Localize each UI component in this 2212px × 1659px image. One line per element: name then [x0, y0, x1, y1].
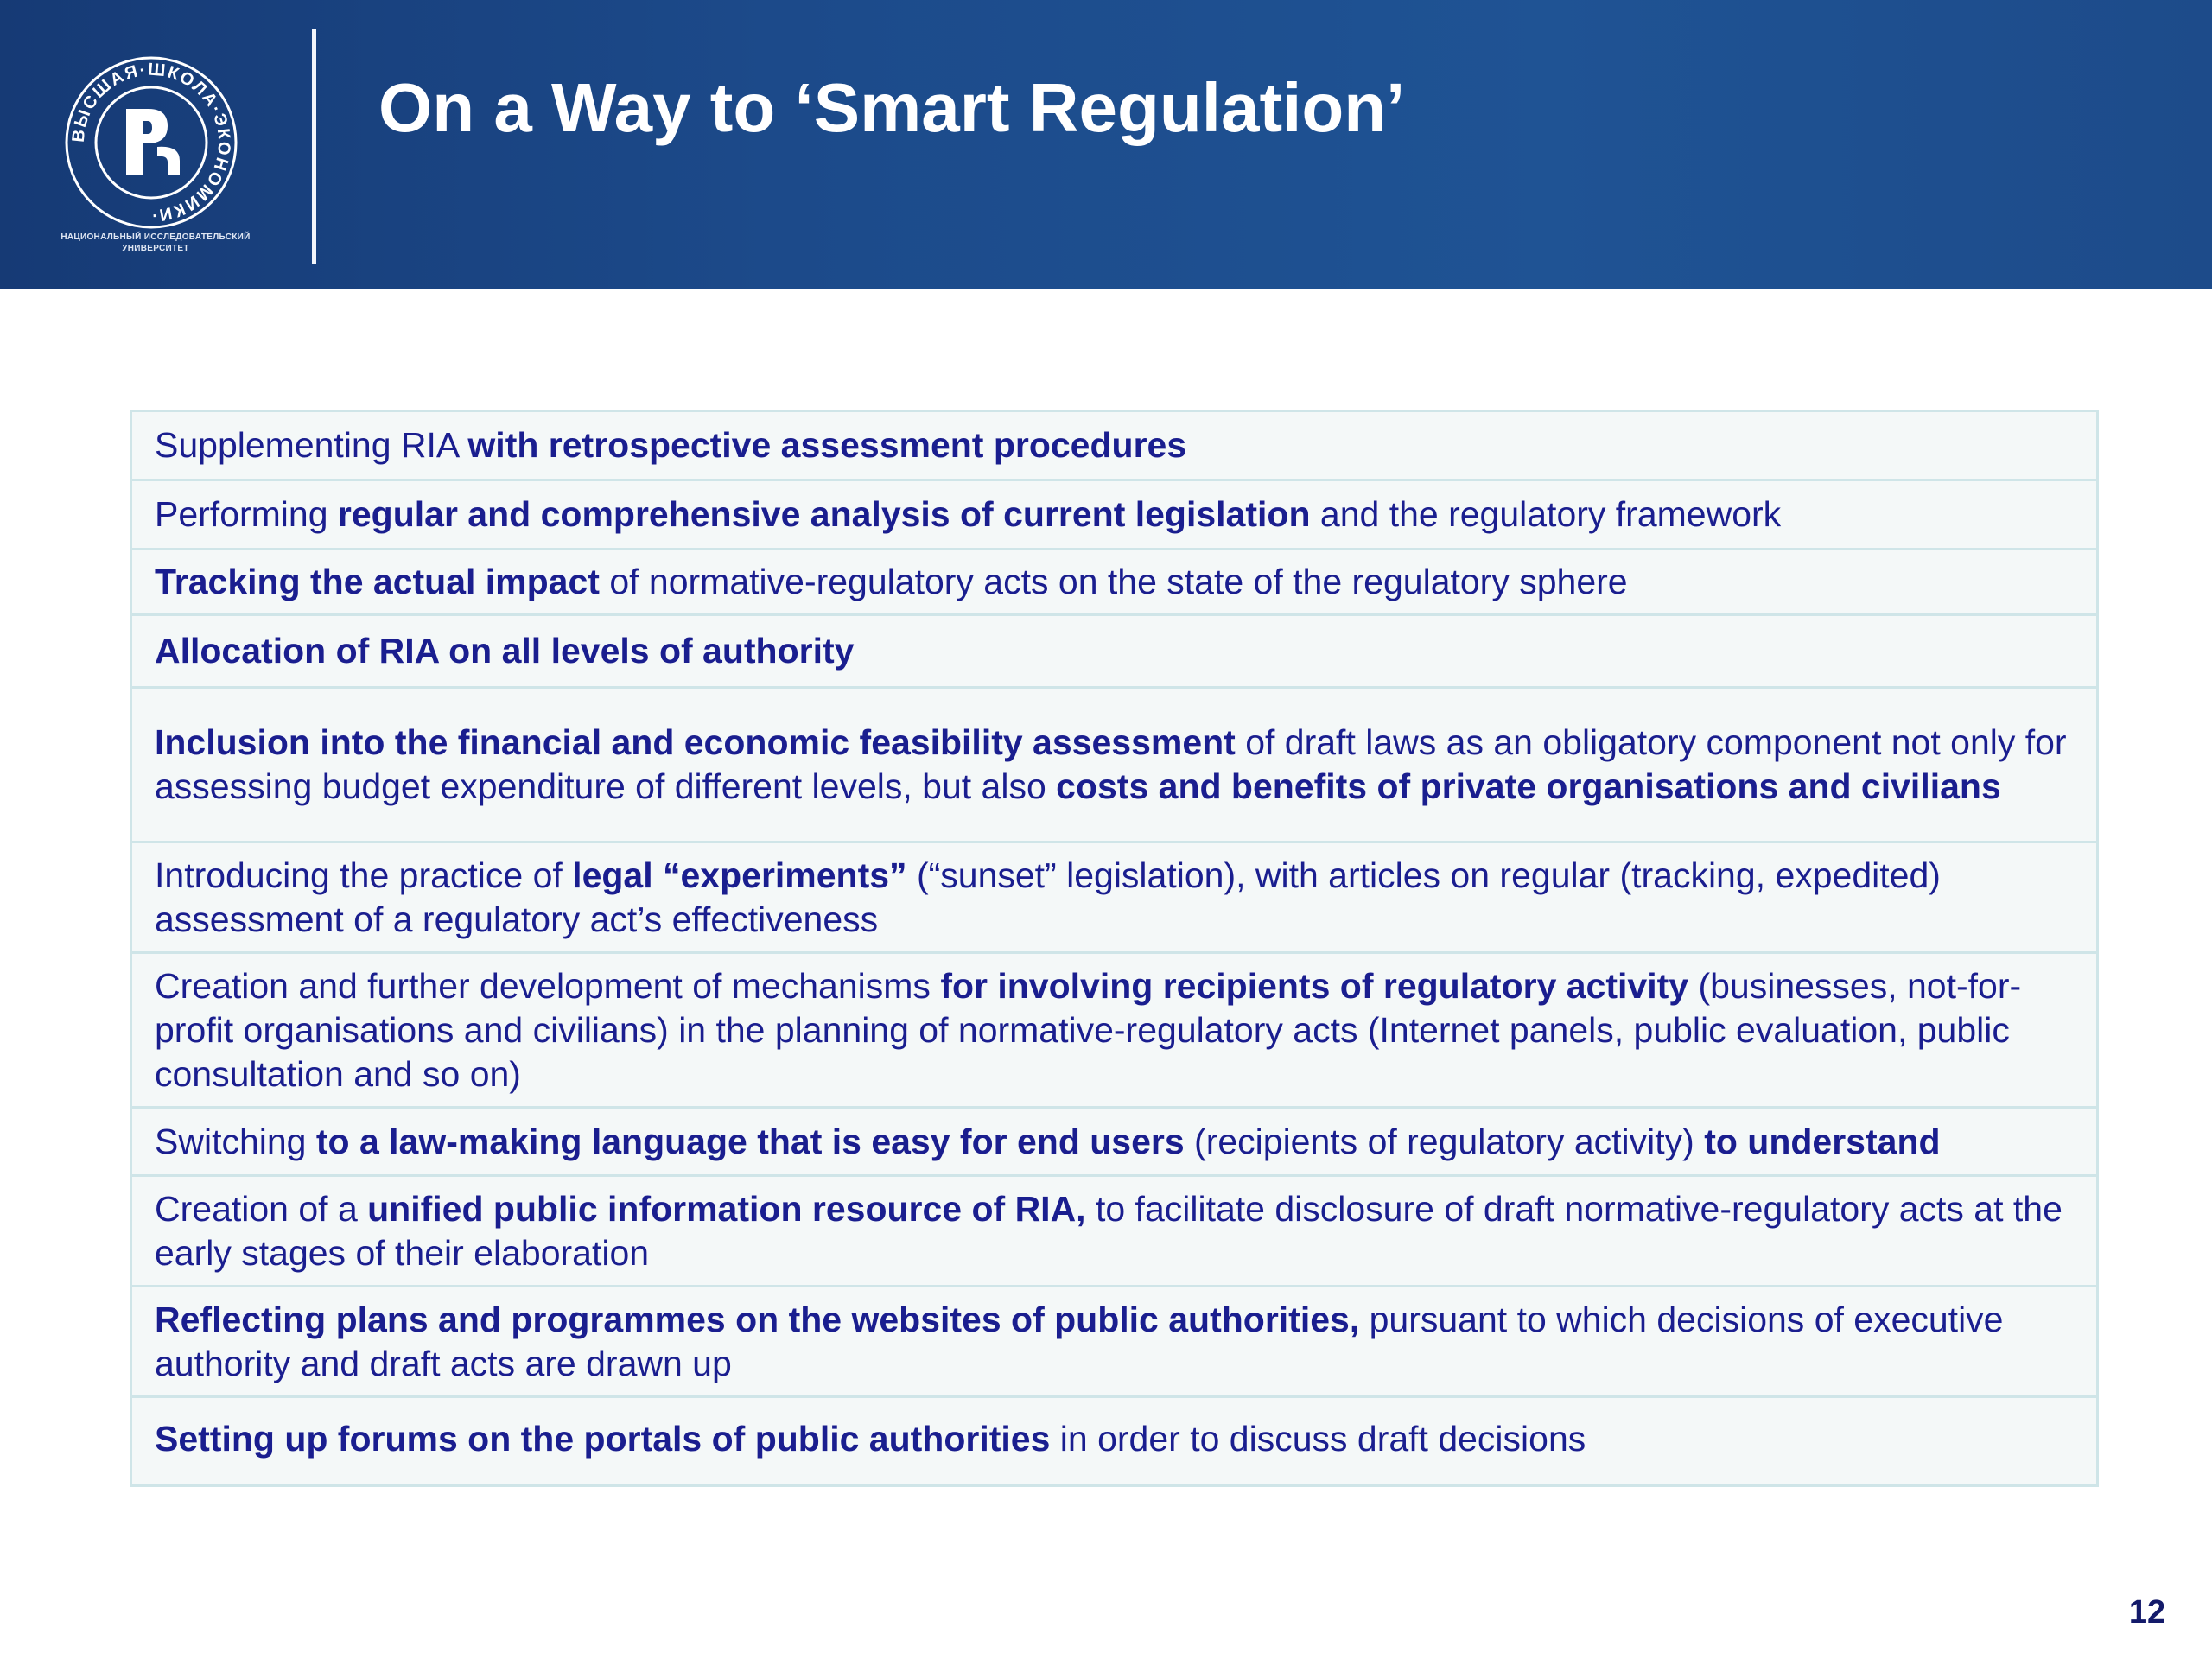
row-bold-text: costs and benefits of private organisations and civilians: [1056, 766, 2001, 806]
row-plain-text: (recipients of regulatory activity): [1184, 1121, 1705, 1161]
table-row: [132, 1106, 2096, 1174]
row-text: [155, 1120, 1941, 1164]
row-plain-text: Switching: [155, 1121, 316, 1161]
row-bold-text: to understand: [1704, 1121, 1941, 1161]
row-bold-text: Inclusion into the financial and economic feasibility assessment: [155, 722, 1236, 762]
slide-title: On a Way to ‘Smart Regulation’: [378, 69, 1406, 146]
row-plain-text: pursuant to which decisions of executive authority and draft acts are drawn up: [155, 1299, 2004, 1383]
row-text: [155, 493, 1781, 537]
row-bold-text: to a law-making language that is easy for end users: [315, 1121, 1185, 1161]
logo-caption-line-1: НАЦИОНАЛЬНЫЙ ИССЛЕДОВАТЕЛЬСКИЙ: [60, 232, 251, 242]
table-row: [132, 686, 2096, 841]
row-text: [155, 854, 2074, 942]
row-plain-text: of draft laws as an obligatory component not only for assessing budget expenditure of different levels, but also: [155, 722, 2067, 806]
row-bold-text: with retrospective assessment procedures: [467, 425, 1187, 465]
row-plain-text: Supplementing RIA: [155, 425, 468, 465]
row-bold-text: for involving recipients of regulatory activity: [940, 965, 1689, 1006]
table-row: [132, 1395, 2096, 1484]
row-bold-text: legal “experiments”: [572, 855, 907, 895]
row-bold-text: Setting up forums on the portals of public authorities: [155, 1419, 1051, 1459]
row-bold-text: Allocation of RIA on all levels of authority: [155, 631, 855, 671]
hse-logo-emblem: [60, 52, 242, 233]
header-divider: [312, 29, 316, 264]
row-plain-text: (businesses, not-for-profit organisations and civilians) in the planning of normative-regulatory acts (Internet panels, public evaluation, public consultation and so on): [155, 965, 2022, 1094]
row-plain-text: in order to discuss draft decisions: [1050, 1419, 1586, 1459]
table-row: [132, 479, 2096, 548]
row-text: [155, 560, 1628, 604]
table-row: [132, 951, 2096, 1106]
row-text: [155, 1187, 2074, 1275]
row-plain-text: and the regulatory framework: [1310, 494, 1782, 534]
page-number: 12: [2128, 1594, 2166, 1630]
row-text: [155, 721, 2074, 809]
row-plain-text: to facilitate disclosure of draft normative-regulatory acts at the early stages of their elaboration: [155, 1188, 2063, 1273]
row-plain-text: of normative-regulatory acts on the state of the regulatory sphere: [599, 562, 1628, 601]
row-text: [155, 1417, 1586, 1461]
table-row: [132, 613, 2096, 686]
table-row: [132, 548, 2096, 613]
table-row: [132, 1285, 2096, 1395]
row-plain-text: Creation and further development of mechanisms: [155, 965, 941, 1006]
row-plain-text: (“sunset” legislation), with articles on regular (tracking, expedited) assessment of a regulatory act’s effectiveness: [155, 855, 1941, 939]
row-text: [155, 964, 2074, 1096]
row-plain-text: Performing: [155, 494, 338, 534]
logo-caption: [43, 232, 268, 254]
row-plain-text: Introducing the practice of: [155, 855, 573, 895]
table-row: [132, 412, 2096, 479]
slide-header: [0, 0, 2212, 289]
row-text: [155, 1298, 2074, 1386]
row-text: [155, 629, 854, 673]
table-row: [132, 1174, 2096, 1285]
row-bold-text: regular and comprehensive analysis of current legislation: [337, 494, 1311, 534]
row-bold-text: Reflecting plans and programmes on the websites of public authorities,: [155, 1299, 1360, 1339]
measures-table: [130, 410, 2099, 1487]
row-bold-text: unified public information resource of RIA,: [367, 1188, 1086, 1229]
table-row: [132, 841, 2096, 951]
logo-monogram-icon: [126, 109, 180, 175]
logo-ring-text: ВЫСШАЯ·ШКОЛА·ЭКОНОМИКИ·: [68, 60, 234, 226]
row-bold-text: Tracking the actual impact: [155, 562, 600, 601]
row-text: [155, 423, 1186, 467]
logo-caption-line-2: УНИВЕРСИТЕТ: [122, 244, 189, 253]
row-plain-text: Creation of a: [155, 1188, 368, 1229]
